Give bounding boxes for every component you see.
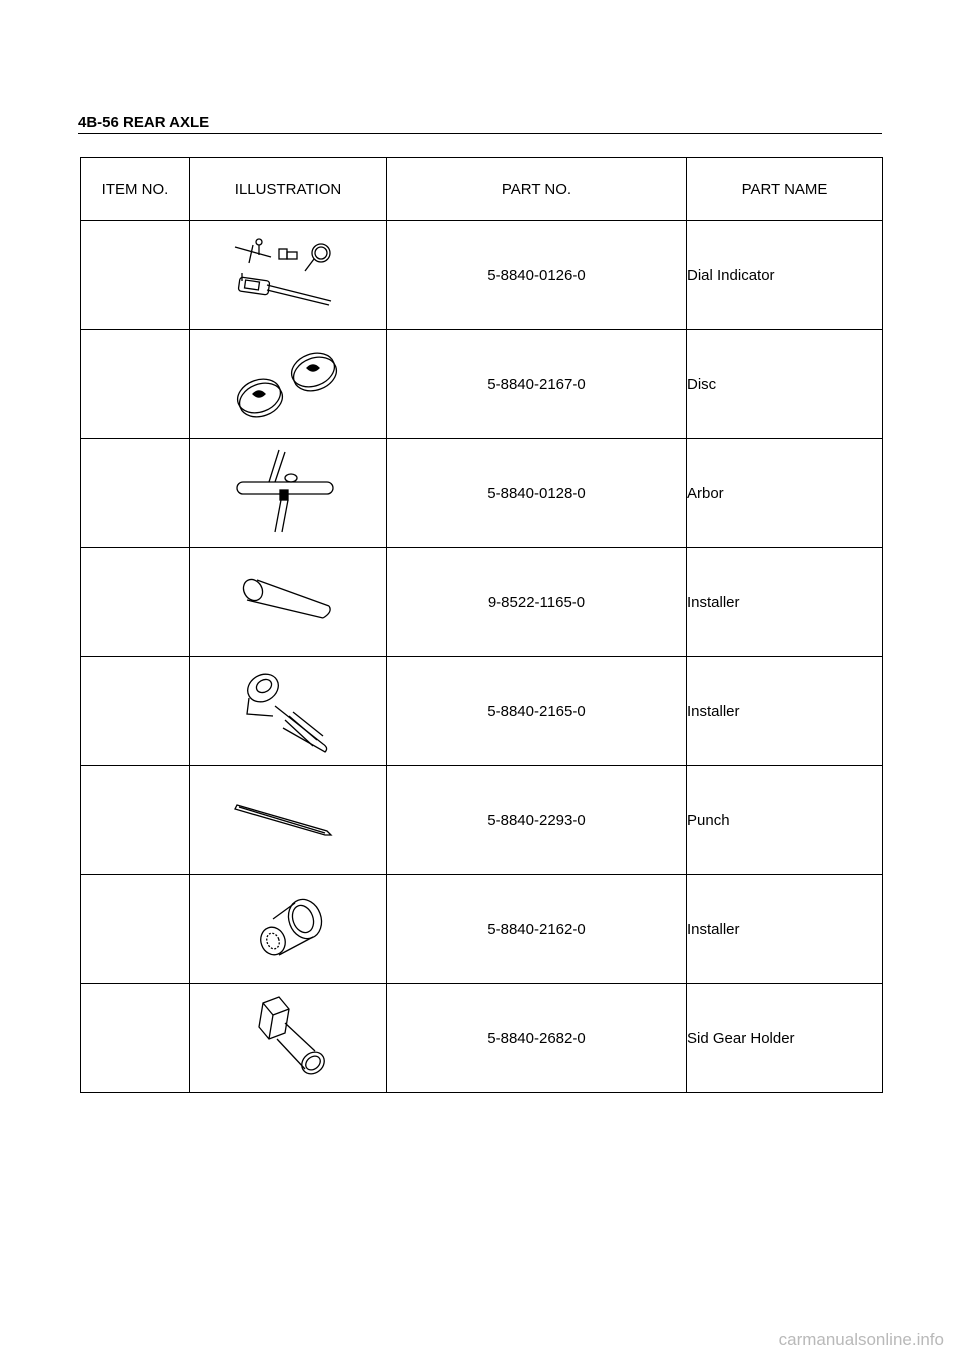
table-header-row (81, 158, 883, 221)
cup-installer-icon (233, 889, 343, 969)
special-tools-table (80, 157, 883, 1093)
part-name-cell: Installer (687, 548, 883, 657)
part-no-cell: 5-8840-2162-0 (387, 875, 687, 984)
illustration-cell (190, 439, 387, 548)
part-name-cell: Dial Indicator (687, 221, 883, 330)
item-no-cell (81, 657, 190, 766)
table-row (81, 439, 883, 548)
part-no-cell: 5-8840-2682-0 (387, 984, 687, 1093)
part-name-cell: Arbor (687, 439, 883, 548)
table-row (81, 330, 883, 439)
arbor-icon (233, 448, 343, 538)
col-header-part-no: PART NO. (387, 158, 687, 221)
part-name-cell: Sid Gear Holder (687, 984, 883, 1093)
side-gear-holder-icon (233, 993, 343, 1083)
item-no-cell (81, 875, 190, 984)
table-row (81, 875, 883, 984)
illustration-cell (190, 875, 387, 984)
col-header-part-name: PART NAME (687, 158, 883, 221)
illustration-cell (190, 657, 387, 766)
item-no-cell (81, 766, 190, 875)
item-no-cell (81, 984, 190, 1093)
table-row (81, 548, 883, 657)
col-header-illustration: ILLUSTRATION (190, 158, 387, 221)
part-no-cell: 5-8840-2167-0 (387, 330, 687, 439)
part-name-cell: Disc (687, 330, 883, 439)
illustration-cell (190, 984, 387, 1093)
disc-icon (233, 344, 343, 424)
punch-icon (233, 795, 343, 845)
table-row (81, 221, 883, 330)
illustration-cell (190, 766, 387, 875)
table-row (81, 766, 883, 875)
illustration-cell (190, 330, 387, 439)
part-name-cell: Installer (687, 657, 883, 766)
watermark: carmanualsonline.info (778, 1330, 944, 1349)
illustration-cell (190, 221, 387, 330)
item-no-cell (81, 221, 190, 330)
part-no-cell: 5-8840-0126-0 (387, 221, 687, 330)
part-no-cell: 5-8840-0128-0 (387, 439, 687, 548)
table-row (81, 984, 883, 1093)
item-no-cell (81, 548, 190, 657)
illustration-cell (190, 548, 387, 657)
part-no-cell: 5-8840-2165-0 (387, 657, 687, 766)
header-rule (78, 133, 882, 134)
item-no-cell (81, 330, 190, 439)
col-header-item-no: ITEM NO. (81, 158, 190, 221)
splined-installer-icon (233, 666, 343, 756)
dial-indicator-icon (233, 235, 343, 315)
part-no-cell: 5-8840-2293-0 (387, 766, 687, 875)
tapered-installer-icon (233, 572, 343, 632)
part-no-cell: 9-8522-1165-0 (387, 548, 687, 657)
part-name-cell: Installer (687, 875, 883, 984)
part-name-cell: Punch (687, 766, 883, 875)
item-no-cell (81, 439, 190, 548)
page-header: 4B-56 REAR AXLE (78, 114, 210, 131)
table-row (81, 657, 883, 766)
